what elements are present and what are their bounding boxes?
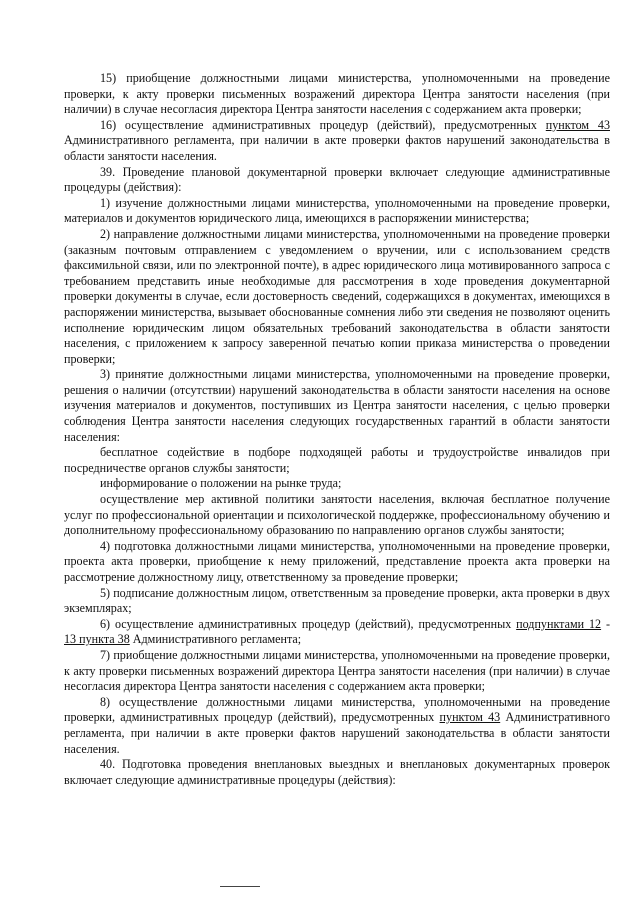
- paragraph-p39-4: [64, 539, 610, 586]
- paragraph-p39-6: [64, 617, 610, 648]
- paragraph-text: 5) подписание должностным лицом, ответственным за проведение проверки, акта проверки в двух экземплярах;: [64, 585, 610, 616]
- paragraph-p39-2: [64, 227, 610, 367]
- paragraph-p15: [64, 71, 610, 118]
- paragraph-text: 2) направление должностными лицами министерства, уполномоченными на проведение проверки (заказным почтовым отправлением с уведомлением о вручении, или с использованием средств факсимильной связи, или по электронной почте), в адрес юридического лица мотивированного запроса с требованием представить иные необходимые для рассмотрения в ходе проведения документарной проверки документы в случае, если достоверность сведений, содержащихся в документах, имеющихся в распоряжении министерства, вызывает обоснованные сомнения либо эти сведения не позволяют оценить исполнение юридическим лицом обязательных требований законодательства в области занятости населения, с приложением к запросу заверенной печатью копии приказа министерства о проведении проверки;: [64, 226, 610, 366]
- paragraph-p39-3b: [64, 476, 610, 492]
- paragraph-p39-3a: [64, 445, 610, 476]
- paragraph-p39-7: [64, 648, 610, 695]
- reference-link[interactable]: 13 пункта 38: [64, 632, 130, 647]
- paragraph-text: -: [601, 616, 610, 631]
- paragraph-text: информирование о положении на рынке труда;: [100, 476, 342, 491]
- footer-divider: [220, 886, 260, 887]
- paragraph-text: Административного регламента;: [129, 632, 302, 647]
- paragraph-p39-8: [64, 695, 610, 757]
- paragraph-text: бесплатное содействие в подборе подходящей работы и трудоустройстве инвалидов при посредничестве органов службы занятости;: [64, 445, 610, 475]
- reference-link[interactable]: подпунктами 12: [516, 616, 602, 631]
- paragraph-p40: [64, 757, 610, 788]
- reference-link[interactable]: пунктом 43: [545, 117, 610, 132]
- paragraph-text: Административного регламента, при наличии в акте проверки фактов нарушений законодательства в области занятости населения.: [64, 133, 610, 163]
- paragraph-text: Административного регламента, при наличии в акте проверки фактов нарушений законодательства в области занятости населения.: [64, 710, 611, 756]
- paragraph-text: 1) изучение должностными лицами министерства, уполномоченными на проведение проверки, материалов и документов юридического лица, имеющихся в распоряжении министерства;: [64, 195, 610, 226]
- paragraph-p39-3: [64, 367, 610, 445]
- paragraph-p39-1: [64, 196, 610, 227]
- paragraph-text: 16) осуществление административных процедур (действий), предусмотренных: [100, 117, 546, 132]
- paragraph-text: осуществление мер активной политики занятости населения, включая бесплатное получение услуг по профессиональной ориентации и психологической поддержке, профессиональному обучению и дополнительному профессиональному образованию по направлению органов службы занятости;: [64, 492, 610, 538]
- paragraph-text: 15) приобщение должностными лицами министерства, уполномоченными на проведение проверки, к акту проверки письменных возражений директора Центра занятости населения (при наличии) в случае несогласия директора Центра занятости населения с содержанием акта проверки;: [64, 71, 610, 117]
- paragraph-text: 39. Проведение плановой документарной проверки включает следующие административные процедуры (действия):: [64, 164, 610, 195]
- paragraph-p16: [64, 118, 610, 165]
- paragraph-text: 4) подготовка должностными лицами министерства, уполномоченными на проведение проверки, проекта акта проверки, приобщение к нему приложений, представление проекта акта проверки на рассмотрение должностному лицу, ответственному за проведение проверки;: [64, 538, 610, 584]
- reference-link[interactable]: пунктом 43: [439, 710, 501, 725]
- paragraph-text: 8) осуществление должностными лицами министерства, уполномоченными на проведение проверки, административных процедур (действий), предусмотренных: [64, 694, 610, 725]
- paragraph-p39: [64, 165, 610, 196]
- paragraph-text: 7) приобщение должностными лицами министерства, уполномоченными на проведение проверки, к акту проверки письменных возражений директора Центра занятости населения (при наличии) в случае несогласия директора Центра занятости населения с содержанием акта проверки;: [64, 647, 610, 694]
- paragraph-text: 3) принятие должностными лицами министерства, уполномоченными на проведение проверки, решения о наличии (отсутствии) нарушений законодательства в области занятости населения на основе изучения материалов и документов, поступивших из Центра занятости населения, с целью проверки соблюдения Центра занятости населения следующих государственных гарантий в области занятости населения:: [64, 367, 610, 444]
- document-page: [64, 71, 610, 788]
- paragraph-p39-3c: [64, 492, 610, 539]
- paragraph-text: 6) осуществление административных процедур (действий), предусмотренных: [100, 616, 517, 631]
- paragraph-text: 40. Подготовка проведения внеплановых выездных и внеплановых документарных проверок включает следующие административные процедуры (действия):: [64, 757, 610, 787]
- paragraph-p39-5: [64, 586, 610, 617]
